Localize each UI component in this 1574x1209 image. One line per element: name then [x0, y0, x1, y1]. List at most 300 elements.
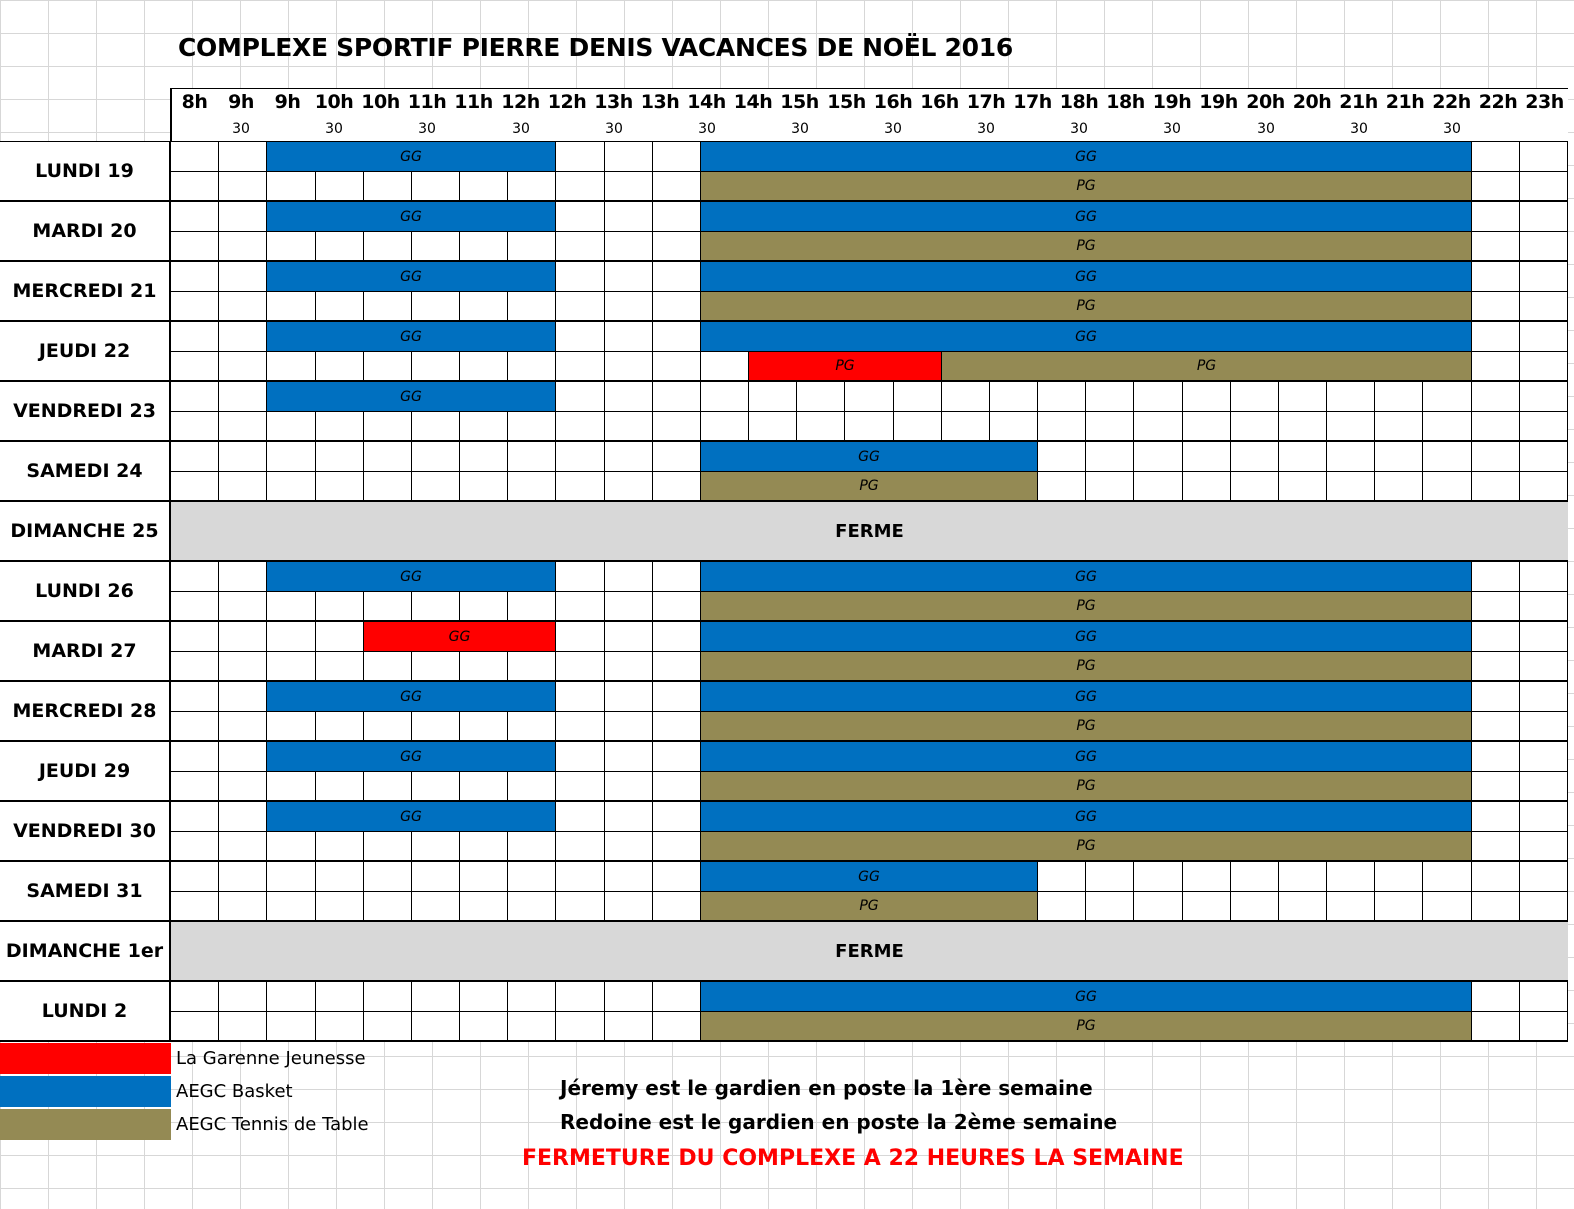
time-slot-cell[interactable] — [460, 592, 508, 622]
time-slot-cell[interactable] — [267, 862, 316, 892]
time-slot-cell[interactable] — [1520, 322, 1568, 352]
time-slot-cell[interactable] — [1472, 262, 1520, 292]
time-slot-cell[interactable] — [1472, 382, 1520, 412]
time-slot-cell[interactable] — [1086, 382, 1134, 412]
time-slot-cell[interactable] — [1375, 472, 1423, 502]
time-slot-cell[interactable] — [364, 1012, 412, 1042]
booking-bar[interactable]: GG — [267, 262, 556, 292]
time-slot-cell[interactable] — [605, 262, 653, 292]
time-slot-cell[interactable] — [267, 712, 316, 742]
time-slot-cell[interactable] — [653, 652, 701, 682]
time-slot-cell[interactable] — [1520, 472, 1568, 502]
time-slot-cell[interactable] — [605, 682, 653, 712]
time-slot-cell[interactable] — [1134, 412, 1183, 442]
time-slot-cell[interactable] — [1183, 862, 1231, 892]
time-slot-cell[interactable] — [267, 172, 316, 202]
time-slot-cell[interactable] — [364, 172, 412, 202]
time-slot-cell[interactable] — [219, 292, 267, 322]
time-slot-cell[interactable] — [605, 742, 653, 772]
time-slot-cell[interactable] — [1472, 652, 1520, 682]
time-slot-cell[interactable] — [219, 682, 267, 712]
time-slot-cell[interactable] — [508, 472, 556, 502]
time-slot-cell[interactable] — [1231, 892, 1279, 922]
time-slot-cell[interactable] — [508, 892, 556, 922]
time-slot-cell[interactable] — [267, 652, 316, 682]
time-slot-cell[interactable] — [508, 982, 556, 1012]
time-slot-cell[interactable] — [653, 352, 701, 382]
time-slot-cell[interactable] — [1375, 442, 1423, 472]
time-slot-cell[interactable] — [412, 352, 460, 382]
time-slot-cell[interactable] — [653, 562, 701, 592]
time-slot-cell[interactable] — [556, 802, 605, 832]
time-slot-cell[interactable] — [460, 442, 508, 472]
time-slot-cell[interactable] — [556, 172, 605, 202]
time-slot-cell[interactable] — [508, 292, 556, 322]
time-slot-cell[interactable] — [364, 292, 412, 322]
time-slot-cell[interactable] — [1279, 442, 1327, 472]
booking-bar[interactable]: GG — [701, 442, 1038, 472]
time-slot-cell[interactable] — [171, 262, 219, 292]
booking-bar[interactable]: PG — [701, 1012, 1472, 1042]
time-slot-cell[interactable] — [942, 412, 990, 442]
booking-bar[interactable]: GG — [701, 202, 1472, 232]
time-slot-cell[interactable] — [508, 712, 556, 742]
booking-bar[interactable]: PG — [701, 232, 1472, 262]
time-slot-cell[interactable] — [605, 592, 653, 622]
time-slot-cell[interactable] — [1134, 892, 1183, 922]
time-slot-cell[interactable] — [219, 832, 267, 862]
time-slot-cell[interactable] — [171, 562, 219, 592]
time-slot-cell[interactable] — [219, 442, 267, 472]
time-slot-cell[interactable] — [605, 802, 653, 832]
time-slot-cell[interactable] — [1038, 862, 1086, 892]
time-slot-cell[interactable] — [556, 772, 605, 802]
time-slot-cell[interactable] — [316, 472, 364, 502]
time-slot-cell[interactable] — [1086, 862, 1134, 892]
time-slot-cell[interactable] — [1183, 892, 1231, 922]
time-slot-cell[interactable] — [219, 1012, 267, 1042]
time-slot-cell[interactable] — [605, 622, 653, 652]
time-slot-cell[interactable] — [1520, 652, 1568, 682]
time-slot-cell[interactable] — [1520, 712, 1568, 742]
time-slot-cell[interactable] — [1520, 172, 1568, 202]
time-slot-cell[interactable] — [460, 292, 508, 322]
time-slot-cell[interactable] — [1520, 802, 1568, 832]
time-slot-cell[interactable] — [1327, 382, 1375, 412]
time-slot-cell[interactable] — [364, 352, 412, 382]
time-slot-cell[interactable] — [412, 652, 460, 682]
time-slot-cell[interactable] — [219, 862, 267, 892]
time-slot-cell[interactable] — [364, 982, 412, 1012]
time-slot-cell[interactable] — [1279, 472, 1327, 502]
time-slot-cell[interactable] — [171, 292, 219, 322]
booking-bar[interactable]: PG — [701, 652, 1472, 682]
time-slot-cell[interactable] — [1231, 862, 1279, 892]
time-slot-cell[interactable] — [460, 652, 508, 682]
time-slot-cell[interactable] — [267, 292, 316, 322]
time-slot-cell[interactable] — [653, 262, 701, 292]
time-slot-cell[interactable] — [316, 832, 364, 862]
booking-bar[interactable]: GG — [701, 622, 1472, 652]
time-slot-cell[interactable] — [1423, 382, 1472, 412]
time-slot-cell[interactable] — [412, 442, 460, 472]
time-slot-cell[interactable] — [1038, 472, 1086, 502]
time-slot-cell[interactable] — [171, 712, 219, 742]
time-slot-cell[interactable] — [267, 352, 316, 382]
time-slot-cell[interactable] — [1520, 892, 1568, 922]
time-slot-cell[interactable] — [171, 622, 219, 652]
time-slot-cell[interactable] — [219, 142, 267, 172]
time-slot-cell[interactable] — [1375, 892, 1423, 922]
time-slot-cell[interactable] — [171, 202, 219, 232]
time-slot-cell[interactable] — [556, 202, 605, 232]
time-slot-cell[interactable] — [653, 592, 701, 622]
time-slot-cell[interactable] — [171, 682, 219, 712]
time-slot-cell[interactable] — [653, 982, 701, 1012]
time-slot-cell[interactable] — [219, 382, 267, 412]
booking-bar[interactable]: PG — [701, 172, 1472, 202]
time-slot-cell[interactable] — [1520, 772, 1568, 802]
time-slot-cell[interactable] — [1520, 412, 1568, 442]
time-slot-cell[interactable] — [605, 1012, 653, 1042]
time-slot-cell[interactable] — [316, 892, 364, 922]
time-slot-cell[interactable] — [412, 1012, 460, 1042]
time-slot-cell[interactable] — [653, 892, 701, 922]
time-slot-cell[interactable] — [1472, 862, 1520, 892]
time-slot-cell[interactable] — [171, 172, 219, 202]
time-slot-cell[interactable] — [508, 772, 556, 802]
time-slot-cell[interactable] — [605, 712, 653, 742]
booking-bar[interactable]: PG — [701, 772, 1472, 802]
time-slot-cell[interactable] — [219, 892, 267, 922]
time-slot-cell[interactable] — [990, 412, 1038, 442]
time-slot-cell[interactable] — [653, 322, 701, 352]
time-slot-cell[interactable] — [1375, 412, 1423, 442]
time-slot-cell[interactable] — [1231, 472, 1279, 502]
booking-bar[interactable]: GG — [701, 142, 1472, 172]
time-slot-cell[interactable] — [460, 1012, 508, 1042]
time-slot-cell[interactable] — [460, 832, 508, 862]
time-slot-cell[interactable] — [1472, 832, 1520, 862]
time-slot-cell[interactable] — [219, 322, 267, 352]
time-slot-cell[interactable] — [797, 412, 845, 442]
time-slot-cell[interactable] — [1038, 412, 1086, 442]
time-slot-cell[interactable] — [1520, 262, 1568, 292]
time-slot-cell[interactable] — [219, 412, 267, 442]
time-slot-cell[interactable] — [412, 832, 460, 862]
time-slot-cell[interactable] — [1472, 772, 1520, 802]
time-slot-cell[interactable] — [1134, 442, 1183, 472]
time-slot-cell[interactable] — [219, 202, 267, 232]
time-slot-cell[interactable] — [653, 772, 701, 802]
time-slot-cell[interactable] — [942, 382, 990, 412]
time-slot-cell[interactable] — [171, 1012, 219, 1042]
time-slot-cell[interactable] — [171, 862, 219, 892]
time-slot-cell[interactable] — [556, 652, 605, 682]
time-slot-cell[interactable] — [797, 382, 845, 412]
time-slot-cell[interactable] — [1472, 292, 1520, 322]
booking-bar[interactable]: GG — [267, 142, 556, 172]
time-slot-cell[interactable] — [412, 412, 460, 442]
time-slot-cell[interactable] — [267, 772, 316, 802]
time-slot-cell[interactable] — [605, 352, 653, 382]
time-slot-cell[interactable] — [460, 892, 508, 922]
time-slot-cell[interactable] — [1086, 442, 1134, 472]
time-slot-cell[interactable] — [1423, 442, 1472, 472]
time-slot-cell[interactable] — [267, 412, 316, 442]
time-slot-cell[interactable] — [1472, 562, 1520, 592]
time-slot-cell[interactable] — [1038, 442, 1086, 472]
time-slot-cell[interactable] — [701, 352, 749, 382]
time-slot-cell[interactable] — [412, 862, 460, 892]
time-slot-cell[interactable] — [605, 142, 653, 172]
time-slot-cell[interactable] — [316, 652, 364, 682]
time-slot-cell[interactable] — [219, 712, 267, 742]
time-slot-cell[interactable] — [1472, 982, 1520, 1012]
time-slot-cell[interactable] — [364, 712, 412, 742]
time-slot-cell[interactable] — [556, 262, 605, 292]
time-slot-cell[interactable] — [1520, 742, 1568, 772]
booking-bar[interactable]: GG — [267, 742, 556, 772]
time-slot-cell[interactable] — [460, 412, 508, 442]
time-slot-cell[interactable] — [412, 292, 460, 322]
booking-bar[interactable]: PG — [942, 352, 1472, 382]
time-slot-cell[interactable] — [171, 982, 219, 1012]
time-slot-cell[interactable] — [316, 172, 364, 202]
time-slot-cell[interactable] — [845, 382, 894, 412]
time-slot-cell[interactable] — [1520, 142, 1568, 172]
time-slot-cell[interactable] — [1327, 442, 1375, 472]
time-slot-cell[interactable] — [556, 742, 605, 772]
time-slot-cell[interactable] — [508, 442, 556, 472]
time-slot-cell[interactable] — [219, 592, 267, 622]
time-slot-cell[interactable] — [1231, 442, 1279, 472]
time-slot-cell[interactable] — [364, 442, 412, 472]
time-slot-cell[interactable] — [1520, 232, 1568, 262]
time-slot-cell[interactable] — [316, 1012, 364, 1042]
time-slot-cell[interactable] — [605, 982, 653, 1012]
time-slot-cell[interactable] — [219, 802, 267, 832]
time-slot-cell[interactable] — [508, 232, 556, 262]
time-slot-cell[interactable] — [605, 472, 653, 502]
booking-bar[interactable]: PG — [701, 832, 1472, 862]
time-slot-cell[interactable] — [460, 232, 508, 262]
time-slot-cell[interactable] — [556, 982, 605, 1012]
time-slot-cell[interactable] — [508, 352, 556, 382]
time-slot-cell[interactable] — [1231, 382, 1279, 412]
booking-bar[interactable]: PG — [701, 892, 1038, 922]
time-slot-cell[interactable] — [219, 262, 267, 292]
time-slot-cell[interactable] — [171, 742, 219, 772]
booking-bar[interactable]: GG — [701, 742, 1472, 772]
time-slot-cell[interactable] — [605, 652, 653, 682]
time-slot-cell[interactable] — [605, 172, 653, 202]
time-slot-cell[interactable] — [1327, 862, 1375, 892]
time-slot-cell[interactable] — [267, 442, 316, 472]
time-slot-cell[interactable] — [171, 832, 219, 862]
time-slot-cell[interactable] — [267, 622, 316, 652]
time-slot-cell[interactable] — [1472, 322, 1520, 352]
time-slot-cell[interactable] — [1423, 412, 1472, 442]
time-slot-cell[interactable] — [1472, 712, 1520, 742]
booking-bar[interactable]: GG — [701, 802, 1472, 832]
time-slot-cell[interactable] — [1472, 682, 1520, 712]
time-slot-cell[interactable] — [605, 892, 653, 922]
time-slot-cell[interactable] — [701, 412, 749, 442]
time-slot-cell[interactable] — [605, 322, 653, 352]
time-slot-cell[interactable] — [1520, 592, 1568, 622]
time-slot-cell[interactable] — [1520, 352, 1568, 382]
time-slot-cell[interactable] — [653, 382, 701, 412]
time-slot-cell[interactable] — [460, 982, 508, 1012]
time-slot-cell[interactable] — [653, 802, 701, 832]
time-slot-cell[interactable] — [316, 862, 364, 892]
time-slot-cell[interactable] — [1327, 892, 1375, 922]
time-slot-cell[interactable] — [556, 352, 605, 382]
booking-bar[interactable]: PG — [701, 472, 1038, 502]
time-slot-cell[interactable] — [1375, 862, 1423, 892]
time-slot-cell[interactable] — [1038, 382, 1086, 412]
time-slot-cell[interactable] — [653, 172, 701, 202]
booking-bar[interactable]: GG — [267, 802, 556, 832]
time-slot-cell[interactable] — [219, 232, 267, 262]
time-slot-cell[interactable] — [460, 472, 508, 502]
time-slot-cell[interactable] — [1279, 892, 1327, 922]
time-slot-cell[interactable] — [460, 172, 508, 202]
booking-bar[interactable]: GG — [267, 382, 556, 412]
time-slot-cell[interactable] — [556, 862, 605, 892]
time-slot-cell[interactable] — [1520, 982, 1568, 1012]
time-slot-cell[interactable] — [171, 652, 219, 682]
time-slot-cell[interactable] — [316, 352, 364, 382]
time-slot-cell[interactable] — [1279, 382, 1327, 412]
time-slot-cell[interactable] — [219, 352, 267, 382]
time-slot-cell[interactable] — [171, 352, 219, 382]
time-slot-cell[interactable] — [412, 892, 460, 922]
time-slot-cell[interactable] — [364, 592, 412, 622]
time-slot-cell[interactable] — [556, 382, 605, 412]
time-slot-cell[interactable] — [267, 982, 316, 1012]
time-slot-cell[interactable] — [171, 322, 219, 352]
time-slot-cell[interactable] — [219, 472, 267, 502]
time-slot-cell[interactable] — [653, 742, 701, 772]
time-slot-cell[interactable] — [508, 832, 556, 862]
time-slot-cell[interactable] — [171, 772, 219, 802]
time-slot-cell[interactable] — [653, 712, 701, 742]
booking-bar[interactable]: GG — [267, 202, 556, 232]
time-slot-cell[interactable] — [1520, 832, 1568, 862]
booking-bar[interactable]: GG — [701, 862, 1038, 892]
time-slot-cell[interactable] — [653, 142, 701, 172]
time-slot-cell[interactable] — [316, 982, 364, 1012]
booking-bar[interactable]: PG — [701, 292, 1472, 322]
time-slot-cell[interactable] — [605, 412, 653, 442]
time-slot-cell[interactable] — [219, 982, 267, 1012]
time-slot-cell[interactable] — [267, 472, 316, 502]
time-slot-cell[interactable] — [460, 862, 508, 892]
time-slot-cell[interactable] — [316, 712, 364, 742]
time-slot-cell[interactable] — [1183, 442, 1231, 472]
time-slot-cell[interactable] — [556, 442, 605, 472]
time-slot-cell[interactable] — [653, 442, 701, 472]
time-slot-cell[interactable] — [412, 982, 460, 1012]
time-slot-cell[interactable] — [412, 772, 460, 802]
time-slot-cell[interactable] — [605, 232, 653, 262]
time-slot-cell[interactable] — [1183, 382, 1231, 412]
time-slot-cell[interactable] — [1520, 862, 1568, 892]
time-slot-cell[interactable] — [364, 772, 412, 802]
time-slot-cell[interactable] — [1134, 862, 1183, 892]
time-slot-cell[interactable] — [508, 592, 556, 622]
booking-bar[interactable]: PG — [701, 592, 1472, 622]
booking-bar[interactable]: GG — [364, 622, 556, 652]
time-slot-cell[interactable] — [412, 232, 460, 262]
time-slot-cell[interactable] — [460, 772, 508, 802]
time-slot-cell[interactable] — [1086, 472, 1134, 502]
time-slot-cell[interactable] — [556, 412, 605, 442]
time-slot-cell[interactable] — [605, 772, 653, 802]
time-slot-cell[interactable] — [412, 592, 460, 622]
time-slot-cell[interactable] — [171, 442, 219, 472]
time-slot-cell[interactable] — [556, 892, 605, 922]
time-slot-cell[interactable] — [1472, 802, 1520, 832]
time-slot-cell[interactable] — [1520, 292, 1568, 322]
time-slot-cell[interactable] — [605, 382, 653, 412]
time-slot-cell[interactable] — [364, 862, 412, 892]
booking-bar[interactable]: GG — [267, 322, 556, 352]
time-slot-cell[interactable] — [412, 712, 460, 742]
time-slot-cell[interactable] — [556, 142, 605, 172]
time-slot-cell[interactable] — [508, 652, 556, 682]
time-slot-cell[interactable] — [1472, 232, 1520, 262]
time-slot-cell[interactable] — [171, 802, 219, 832]
time-slot-cell[interactable] — [1472, 352, 1520, 382]
booking-bar[interactable]: GG — [701, 262, 1472, 292]
time-slot-cell[interactable] — [364, 472, 412, 502]
time-slot-cell[interactable] — [364, 232, 412, 262]
time-slot-cell[interactable] — [219, 772, 267, 802]
time-slot-cell[interactable] — [749, 412, 797, 442]
time-slot-cell[interactable] — [605, 442, 653, 472]
time-slot-cell[interactable] — [267, 592, 316, 622]
time-slot-cell[interactable] — [1279, 862, 1327, 892]
time-slot-cell[interactable] — [1472, 592, 1520, 622]
time-slot-cell[interactable] — [1520, 382, 1568, 412]
time-slot-cell[interactable] — [1327, 472, 1375, 502]
time-slot-cell[interactable] — [171, 232, 219, 262]
time-slot-cell[interactable] — [556, 832, 605, 862]
time-slot-cell[interactable] — [267, 832, 316, 862]
time-slot-cell[interactable] — [605, 292, 653, 322]
time-slot-cell[interactable] — [556, 322, 605, 352]
time-slot-cell[interactable] — [653, 472, 701, 502]
time-slot-cell[interactable] — [316, 772, 364, 802]
time-slot-cell[interactable] — [171, 142, 219, 172]
time-slot-cell[interactable] — [1231, 412, 1279, 442]
time-slot-cell[interactable] — [653, 682, 701, 712]
time-slot-cell[interactable] — [364, 652, 412, 682]
time-slot-cell[interactable] — [316, 592, 364, 622]
time-slot-cell[interactable] — [1472, 622, 1520, 652]
time-slot-cell[interactable] — [556, 472, 605, 502]
time-slot-cell[interactable] — [171, 892, 219, 922]
time-slot-cell[interactable] — [556, 712, 605, 742]
time-slot-cell[interactable] — [1327, 412, 1375, 442]
booking-bar[interactable]: GG — [701, 682, 1472, 712]
time-slot-cell[interactable] — [653, 862, 701, 892]
time-slot-cell[interactable] — [1038, 892, 1086, 922]
time-slot-cell[interactable] — [556, 292, 605, 322]
